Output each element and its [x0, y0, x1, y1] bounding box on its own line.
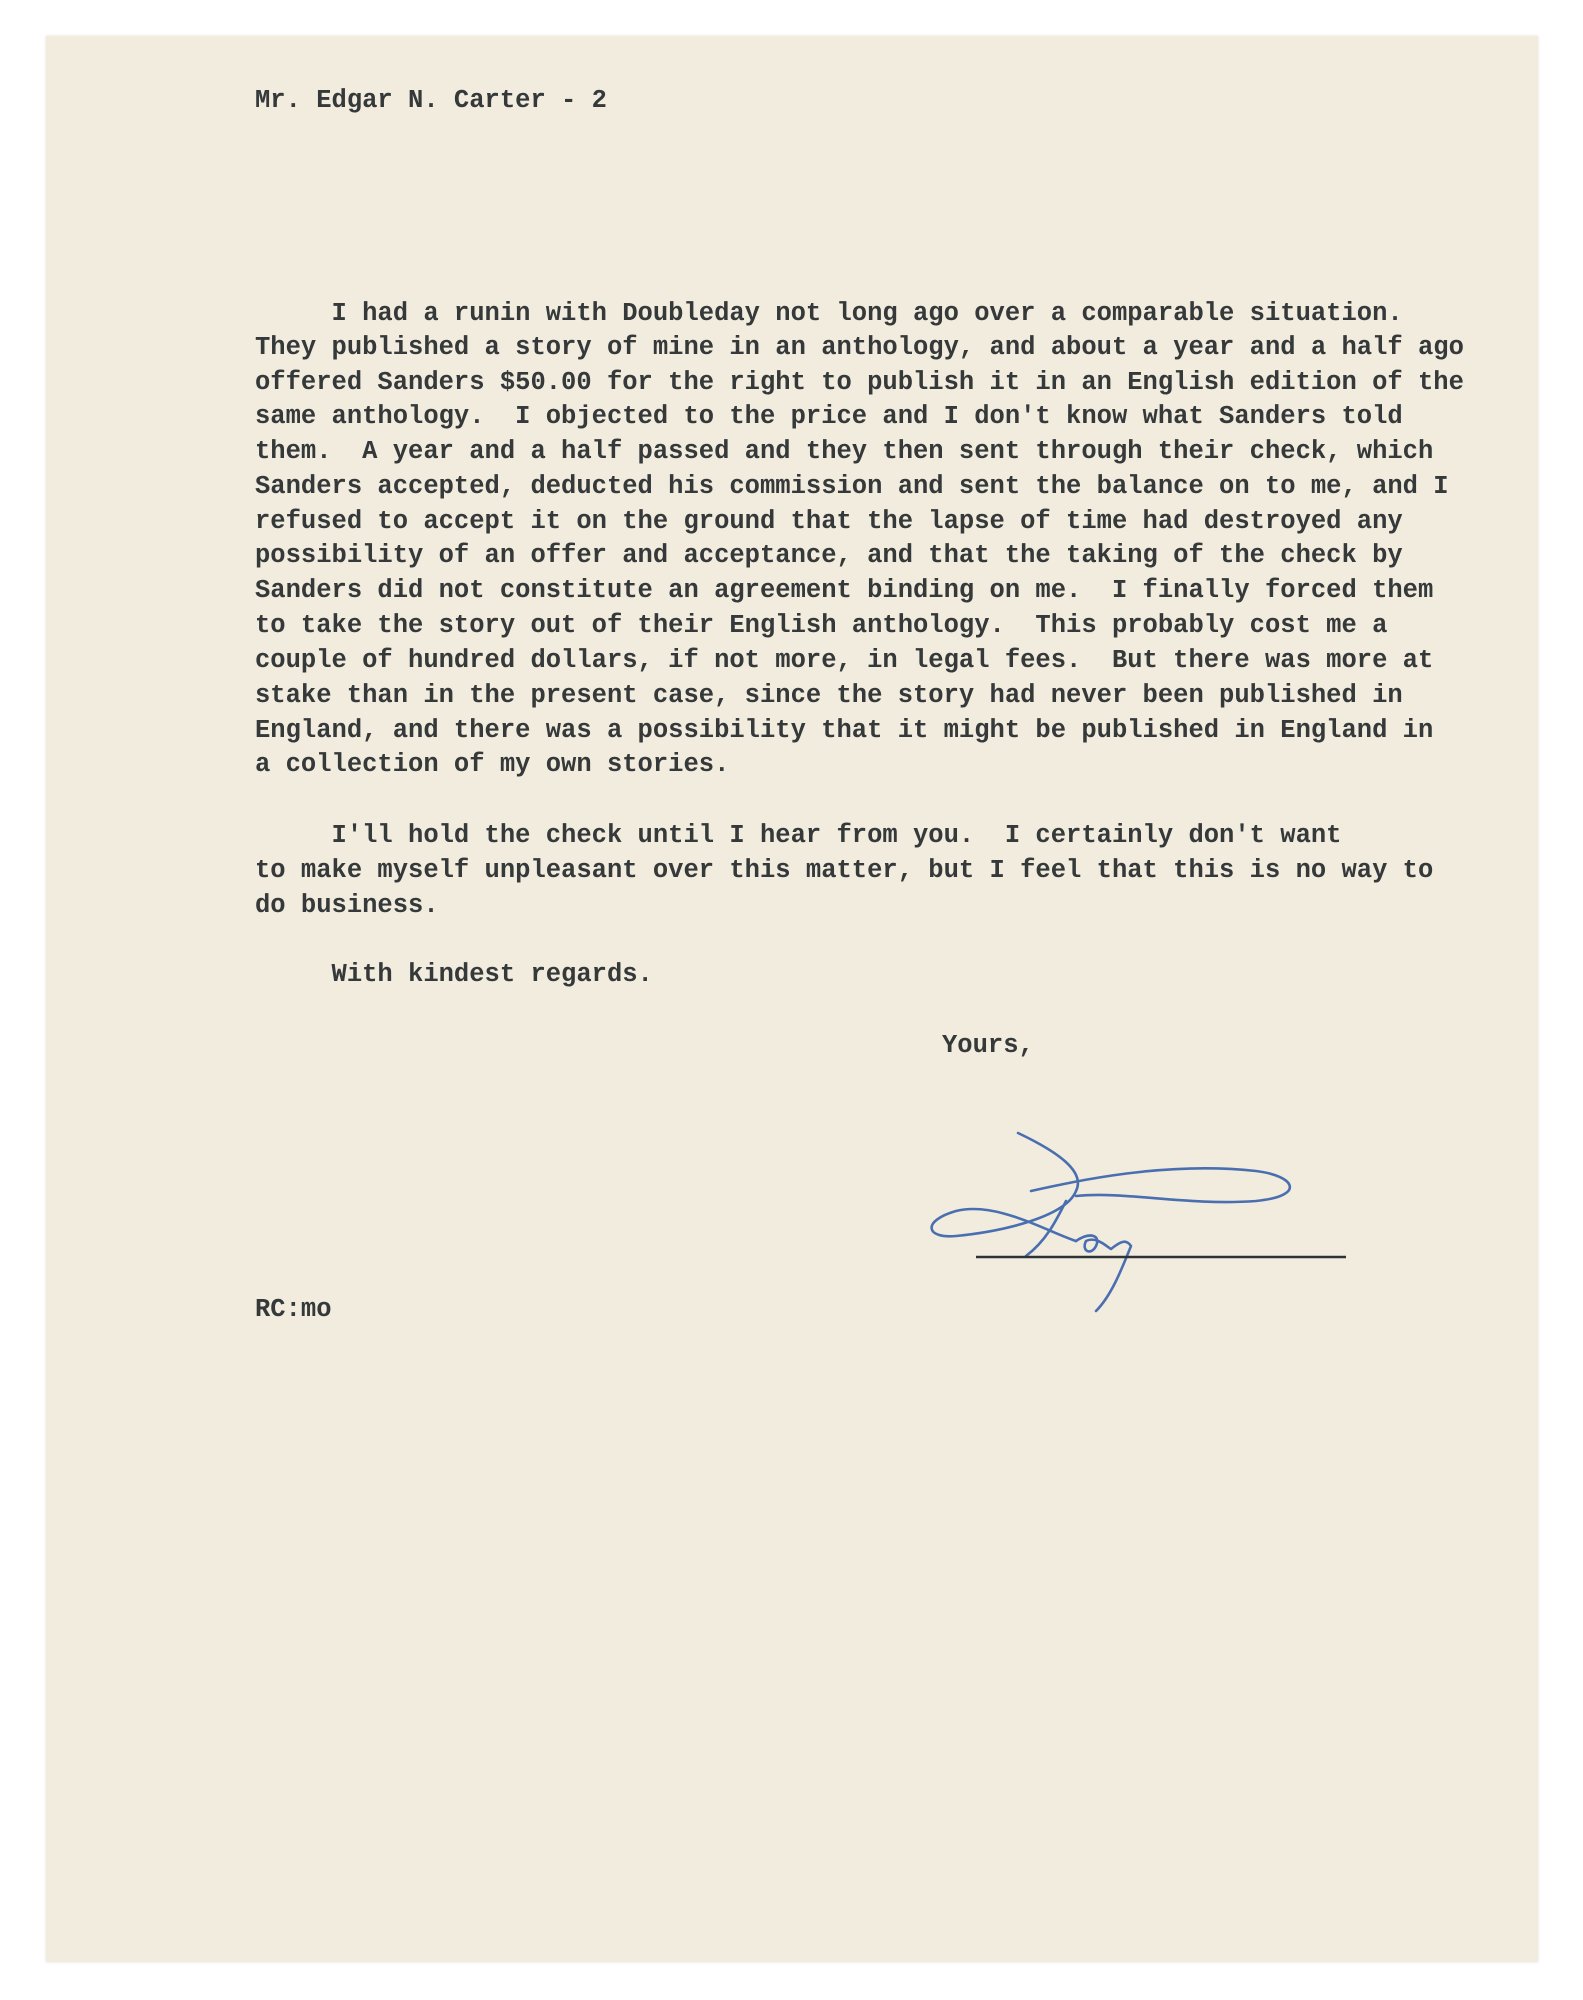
text-line: do business. — [255, 891, 439, 920]
text-line: couple of hundred dollars, if not more, in legal fees. But there was more at — [255, 646, 1434, 675]
text-line: them. A year and a half passed and they then sent through their check, which — [255, 437, 1434, 466]
text-line: I had a runin with Doubleday not long ago over a comparable situation. — [255, 299, 1403, 328]
typist-initials: RC:mo — [255, 1295, 332, 1324]
text-line: Sanders did not constitute an agreement binding on me. I finally forced them — [255, 576, 1434, 605]
text-line: refused to accept it on the ground that the lapse of time had destroyed any — [255, 507, 1403, 536]
page-header: Mr. Edgar N. Carter - 2 — [255, 86, 607, 115]
text-line: They published a story of mine in an anthology, and about a year and a half ago — [255, 333, 1464, 362]
text-line: to take the story out of their English anthology. This probably cost me a — [255, 611, 1388, 640]
handwritten-signature — [926, 1121, 1346, 1321]
text-line: England, and there was a possibility that it might be published in England in — [255, 716, 1434, 745]
text-line: possibility of an offer and acceptance, and that the taking of the check by — [255, 541, 1403, 570]
text-line: I'll hold the check until I hear from you. I certainly don't want — [255, 821, 1342, 850]
text-line: offered Sanders $50.00 for the right to publish it in an English edition of the — [255, 368, 1464, 397]
text-line: same anthology. I objected to the price and I don't know what Sanders told — [255, 402, 1403, 431]
closing-line: With kindest regards. — [255, 960, 653, 989]
text-line: Sanders accepted, deducted his commission and sent the balance on to me, and I — [255, 472, 1449, 501]
letter-page — [46, 36, 1538, 1962]
text-line: stake than in the present case, since the story had never been published in — [255, 681, 1403, 710]
text-line: to make myself unpleasant over this matter, but I feel that this is no way to — [255, 856, 1434, 885]
text-line: a collection of my own stories. — [255, 750, 730, 779]
signoff: Yours, — [942, 1031, 1034, 1060]
